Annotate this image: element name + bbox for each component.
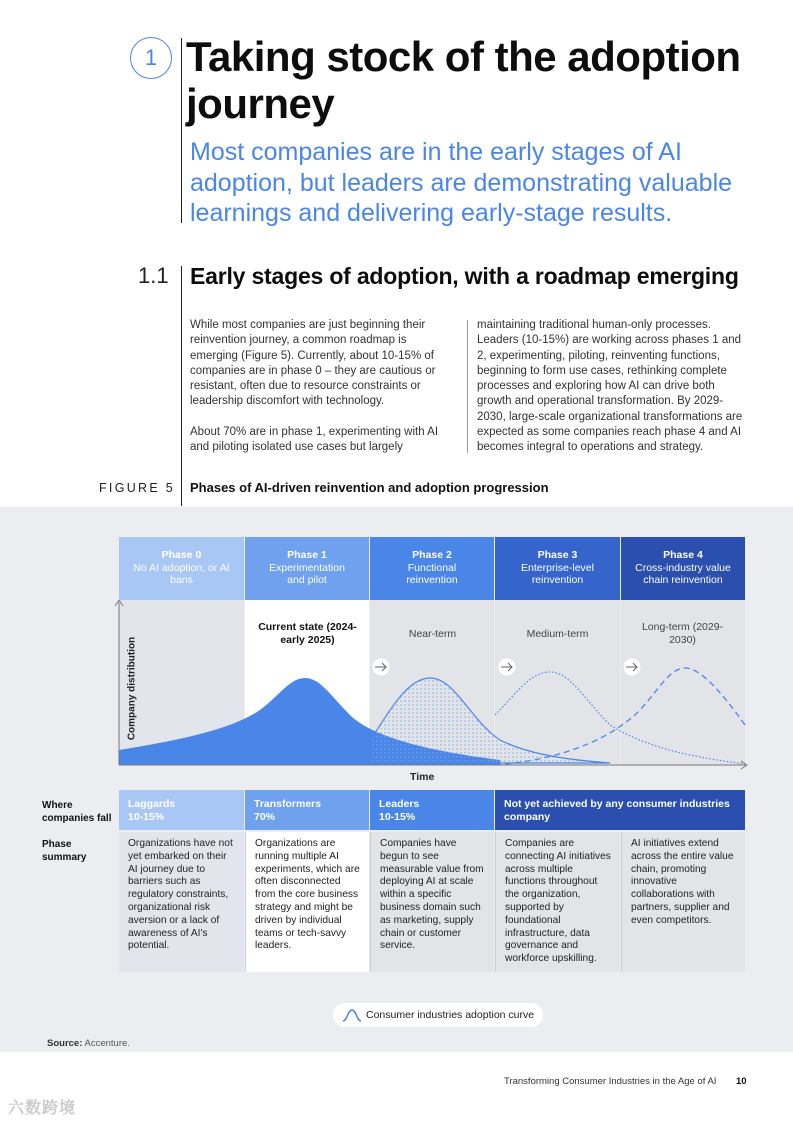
stage-label-medium-term: Medium-term [526, 628, 589, 640]
phase-header-2 [370, 537, 494, 601]
phase-name: Phase 1 [287, 549, 327, 561]
source-label: Source: [47, 1038, 83, 1049]
chapter-subtitle: Most companies are in the early stages of AI adoption, but leaders are demonstrating valuable learnings and delivering early-stage results. [190, 138, 733, 227]
phase-header-4 [621, 537, 745, 601]
summary-cell-2: Companies have begun to see measurable value from deploying AI at scale within a specific business domain such as marketing, supply chain or customer service. [370, 832, 494, 972]
section-number: 1.1 [138, 263, 169, 288]
watermark: 六数跨境 [8, 1100, 77, 1117]
summary-cell-1: Organizations are running multiple AI experiments, which are often disconnected from the core business strategy and might be driven by individual teams or tech-savvy leaders. [245, 832, 369, 972]
body-column-1 [190, 318, 452, 455]
legend-label: Consumer industries adoption curve [366, 1009, 535, 1021]
stage-bg-phase3 [495, 600, 620, 765]
column-divider [467, 320, 468, 453]
summary-cell-0: Organizations have not yet embarked on their AI journey due to barriers such as regulatory constraints, organizational risk aversion or a lack of awareness of AI's potential. [119, 832, 244, 972]
where-value: 70% [254, 811, 276, 823]
phase-description: Functional reinvention [406, 561, 458, 586]
where-title: Transformers [254, 798, 322, 810]
stage-label-long-term: Long-term (2029-2030) [641, 621, 724, 646]
arrow-icon [499, 659, 515, 675]
x-axis-label: Time [410, 771, 435, 783]
curve-icon [342, 1008, 362, 1022]
phase-name: Phase 3 [537, 549, 578, 561]
phase-description: Cross-industry value chain reinvention [635, 561, 731, 586]
y-axis-label: Company distribution [126, 636, 138, 741]
phase-header-1 [245, 537, 369, 601]
phase-name: Phase 4 [663, 549, 703, 561]
where-cell-1 [245, 790, 369, 830]
body-column-2 [477, 318, 749, 456]
phase-description: No AI adoption, or AI bans [133, 561, 230, 586]
where-row-label: Where companies fall [42, 800, 112, 824]
header-divider [181, 38, 182, 223]
body-paragraph: About 70% are in phase 1, experimenting with AI and piloting isolated use cases but largely [190, 425, 439, 454]
where-cell-0 [119, 790, 244, 830]
legend [333, 1003, 543, 1027]
summary-cell-4: AI initiatives extend across the entire value chain, promoting innovative collaborations with partners, supplier and even competitors. [621, 832, 745, 972]
where-title: Laggards [128, 798, 176, 810]
where-title: Not yet achieved by any consumer industries company [504, 798, 730, 823]
arrow-icon [624, 659, 640, 675]
phase-name: Phase 0 [161, 549, 202, 561]
chapter-number-badge: 1 [130, 37, 172, 79]
where-cell-3 [495, 790, 745, 830]
where-value: 10-15% [128, 811, 165, 823]
source-value: Accenture. [84, 1038, 130, 1049]
phase-header-0 [119, 537, 244, 601]
body-paragraph: maintaining traditional human-only processes. Leaders (10-15%) are working across phases 1 and 2, experimenting, piloting, reinventing functions, beginning to form use cases, rethinking complete processes and exploring how AI can drive both growth and operational transformation. By 2029-2030, large-scale organizational transformations are expected as some companies reach phase 4 and AI becomes integral to operations and strategy. [477, 319, 743, 454]
phase-description: Enterprise-level reinvention [521, 561, 594, 586]
phase-description: Experimentation and pilot [269, 561, 345, 586]
summary-row-label: Phase summary [42, 839, 87, 863]
figure-title: Phases of AI-driven reinvention and adoption progression [190, 480, 549, 495]
stage-label-near-term: Near-term [408, 628, 457, 640]
chapter-title: Taking stock of the adoption journey [186, 33, 741, 127]
where-value: 10-15% [379, 811, 416, 823]
summary-cell-3: Companies are connecting AI initiatives across multiple functions throughout the organization, supported by foundational infrastructure, data governance and workforce upskilling. [495, 832, 620, 972]
source-note [47, 1038, 130, 1049]
phase-name: Phase 2 [412, 549, 452, 561]
section-divider [181, 266, 182, 506]
phase-header-3 [495, 537, 620, 601]
where-cell-2 [370, 790, 494, 830]
footer-text: Transforming Consumer Industries in the Age of AI [504, 1076, 717, 1087]
figure-label: FIGURE 5 [99, 481, 176, 495]
section-title: Early stages of adoption, with a roadmap emerging [190, 263, 739, 289]
stage-label-current: Current state (2024-early 2025) [258, 621, 357, 646]
arrow-icon [373, 659, 389, 675]
body-paragraph: While most companies are just beginning their reinvention journey, a common roadmap is emerging (Figure 5). Currently, about 10-15% of companies are in phase 0 – they are cautious or resistant, often due to resource constraints or leadership discomfort with technology. [190, 319, 436, 408]
page-number: 10 [736, 1076, 747, 1087]
where-title: Leaders [379, 798, 420, 810]
